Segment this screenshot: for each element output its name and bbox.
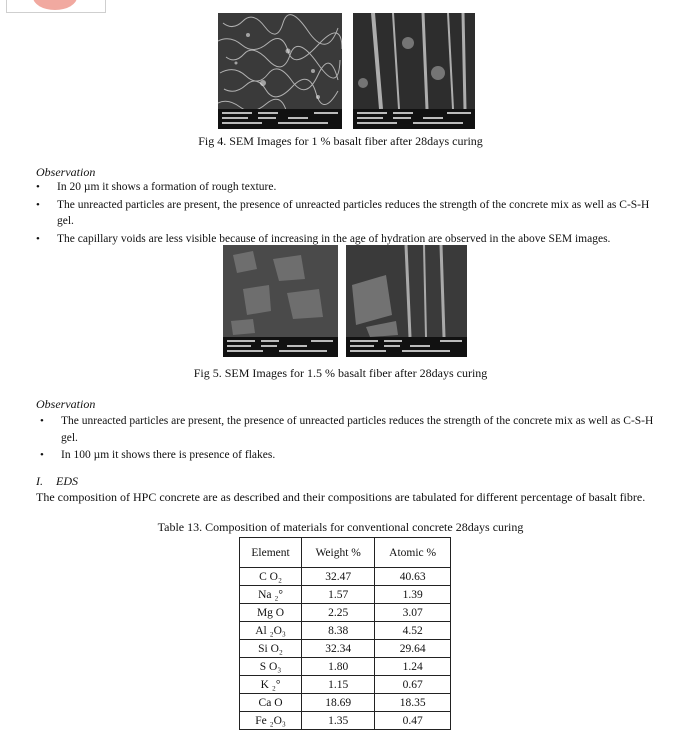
- sem-image-fig5-left: [223, 245, 338, 357]
- table-cell: 32.47: [302, 568, 375, 586]
- observation2-list: [40, 413, 658, 465]
- section-number: I.: [36, 474, 43, 488]
- table-cell: C O₂: [240, 568, 302, 586]
- section-title: EDS: [56, 474, 78, 488]
- table-cell: 1.57: [302, 586, 375, 604]
- section-heading: [36, 474, 78, 489]
- table-header-row: [240, 538, 451, 568]
- list-item: • The unreacted particles are present, the presence of unreacted particles reduces the strength of the concrete mix as well as C-S-H gel.: [40, 413, 658, 446]
- table-cell: 1.39: [375, 586, 451, 604]
- section-paragraph: The composition of HPC concrete are as described and their compositions are tabulated for different percentage of basalt fibre.: [36, 490, 646, 504]
- table-row: [240, 604, 451, 622]
- table-cell: 1.15: [302, 676, 375, 694]
- table-row: [240, 676, 451, 694]
- sem-image-fig5-right: [346, 245, 467, 357]
- table-cell: Ca O: [240, 694, 302, 712]
- logo-icon: [33, 0, 77, 10]
- logo-fragment: [6, 0, 106, 13]
- figure5-caption: Fig 5. SEM Images for 1.5 % basalt fiber after 28days curing: [193, 366, 488, 380]
- list-item: • The capillary voids are less visible because of increasing in the age of hydration are observed in the above SEM images.: [36, 231, 658, 248]
- table-row: [240, 694, 451, 712]
- table-row: [240, 658, 451, 676]
- table-cell: 3.07: [375, 604, 451, 622]
- observation1-list: [36, 179, 658, 248]
- table-cell: 18.69: [302, 694, 375, 712]
- list-item: • In 20 µm it shows a formation of rough texture.: [36, 179, 658, 196]
- table-cell: Si O₂: [240, 640, 302, 658]
- table-cell: 1.24: [375, 658, 451, 676]
- table-caption: Table 13. Composition of materials for conventional concrete 28days curing: [157, 520, 524, 534]
- column-header: Element: [240, 538, 302, 568]
- list-item: • In 100 µm it shows there is presence of flakes.: [40, 447, 658, 464]
- composition-table: [239, 537, 451, 730]
- table-cell: 32.34: [302, 640, 375, 658]
- sem-image-fig4-left: [218, 13, 342, 129]
- table-cell: 4.52: [375, 622, 451, 640]
- figure4-caption: Fig 4. SEM Images for 1 % basalt fiber after 28days curing: [198, 134, 483, 148]
- table-cell: 40.63: [375, 568, 451, 586]
- table-cell: Al ₂O₃: [240, 622, 302, 640]
- list-item: • The unreacted particles are present, the presence of unreacted particles reduces the strength of the concrete mix as well as C-S-H gel.: [36, 197, 658, 230]
- observation2-heading: Observation: [36, 397, 96, 411]
- table-cell: Na ₂°: [240, 586, 302, 604]
- table-cell: 18.35: [375, 694, 451, 712]
- table-row: [240, 622, 451, 640]
- table-cell: 8.38: [302, 622, 375, 640]
- column-header: Weight %: [302, 538, 375, 568]
- table-row: [240, 712, 451, 730]
- table-cell: Mg O: [240, 604, 302, 622]
- table-cell: 0.67: [375, 676, 451, 694]
- table-cell: 2.25: [302, 604, 375, 622]
- column-header: Atomic %: [375, 538, 451, 568]
- table-cell: 1.35: [302, 712, 375, 730]
- table-cell: 0.47: [375, 712, 451, 730]
- table-row: [240, 640, 451, 658]
- table-cell: Fe ₂O₃: [240, 712, 302, 730]
- table-cell: 29.64: [375, 640, 451, 658]
- table-cell: K ₂°: [240, 676, 302, 694]
- table-cell: 1.80: [302, 658, 375, 676]
- observation1-heading: Observation: [36, 165, 96, 179]
- table-cell: S O₃: [240, 658, 302, 676]
- table-row: [240, 568, 451, 586]
- table-row: [240, 586, 451, 604]
- sem-image-fig4-right: [353, 13, 475, 129]
